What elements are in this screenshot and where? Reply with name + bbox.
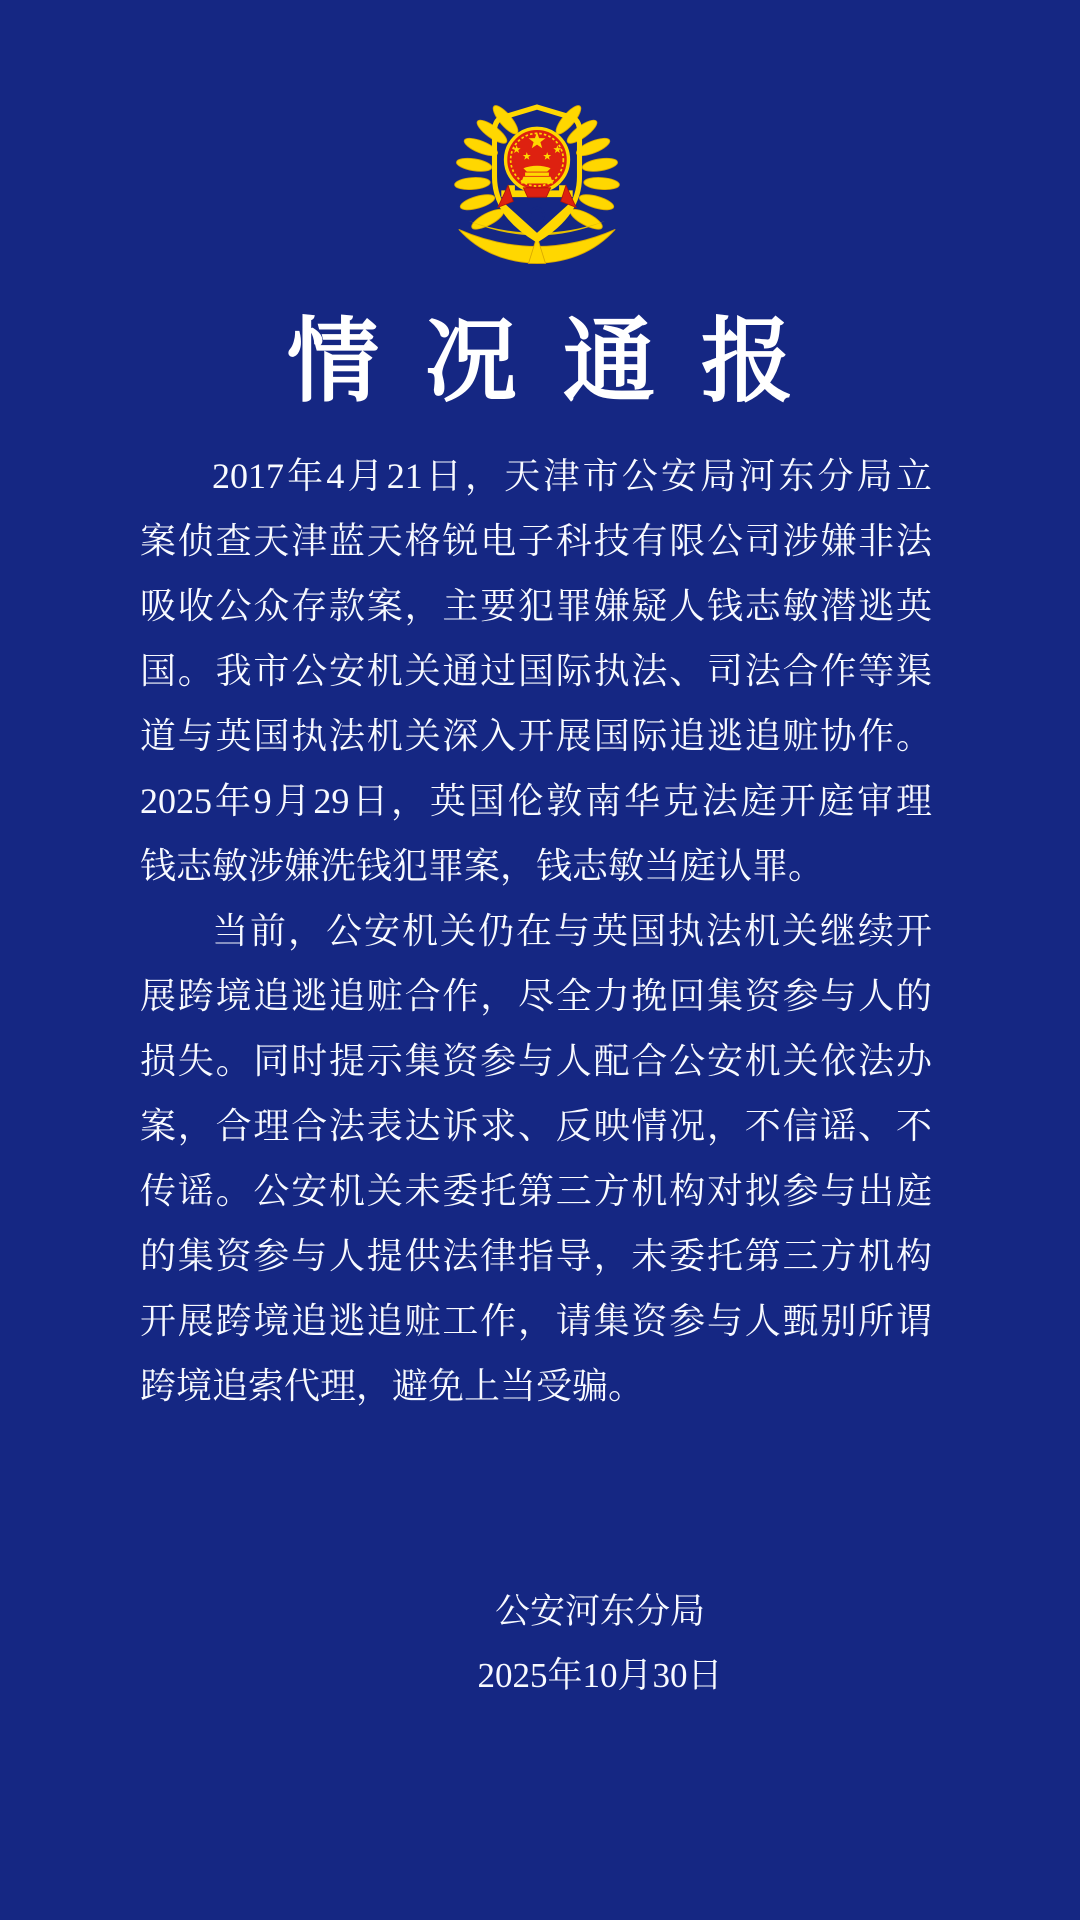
signature-date: 2025年10月30日 <box>477 1656 723 1695</box>
body-line: 道与英国执法机关深入开展国际追逃追赃协作。 <box>140 716 932 756</box>
body-line: 损失。同时提示集资参与人配合公安机关依法办 <box>140 1041 932 1081</box>
body-line: 传谣。公安机关未委托第三方机构对拟参与出庭 <box>140 1171 932 1211</box>
body-line: 案，合理合法表达诉求、反映情况，不信谣、不 <box>140 1106 932 1146</box>
page-title: 情况通报 <box>286 311 839 413</box>
signature-issuer: 公安河东分局 <box>494 1592 705 1631</box>
signature-block <box>160 1580 1040 1708</box>
body-line: 国。我市公安机关通过国际执法、司法合作等渠 <box>140 651 932 691</box>
body-line: 跨境追索代理，避免上当受骗。 <box>140 1366 645 1406</box>
body-line: 的集资参与人提供法律指导，未委托第三方机构 <box>140 1236 932 1276</box>
body-line: 钱志敏涉嫌洗钱犯罪案，钱志敏当庭认罪。 <box>140 846 825 886</box>
body-line: 吸收公众存款案，主要犯罪嫌疑人钱志敏潜逃英 <box>140 586 932 626</box>
body-line: 开展跨境追逃追赃工作，请集资参与人甄别所谓 <box>140 1301 932 1341</box>
body-line: 2025年9月29日，英国伦敦南华克法庭开庭审理 <box>140 781 932 821</box>
body-text <box>140 444 932 1419</box>
body-line: 案侦查天津蓝天格锐电子科技有限公司涉嫌非法 <box>140 521 932 561</box>
body-line: 2017年4月21日，天津市公安局河东分局立 <box>212 456 932 496</box>
body-line: 当前，公安机关仍在与英国执法机关继续开 <box>212 911 932 951</box>
police-badge-icon <box>452 93 622 269</box>
body-line: 展跨境追逃追赃合作，尽全力挽回集资参与人的 <box>140 976 932 1016</box>
